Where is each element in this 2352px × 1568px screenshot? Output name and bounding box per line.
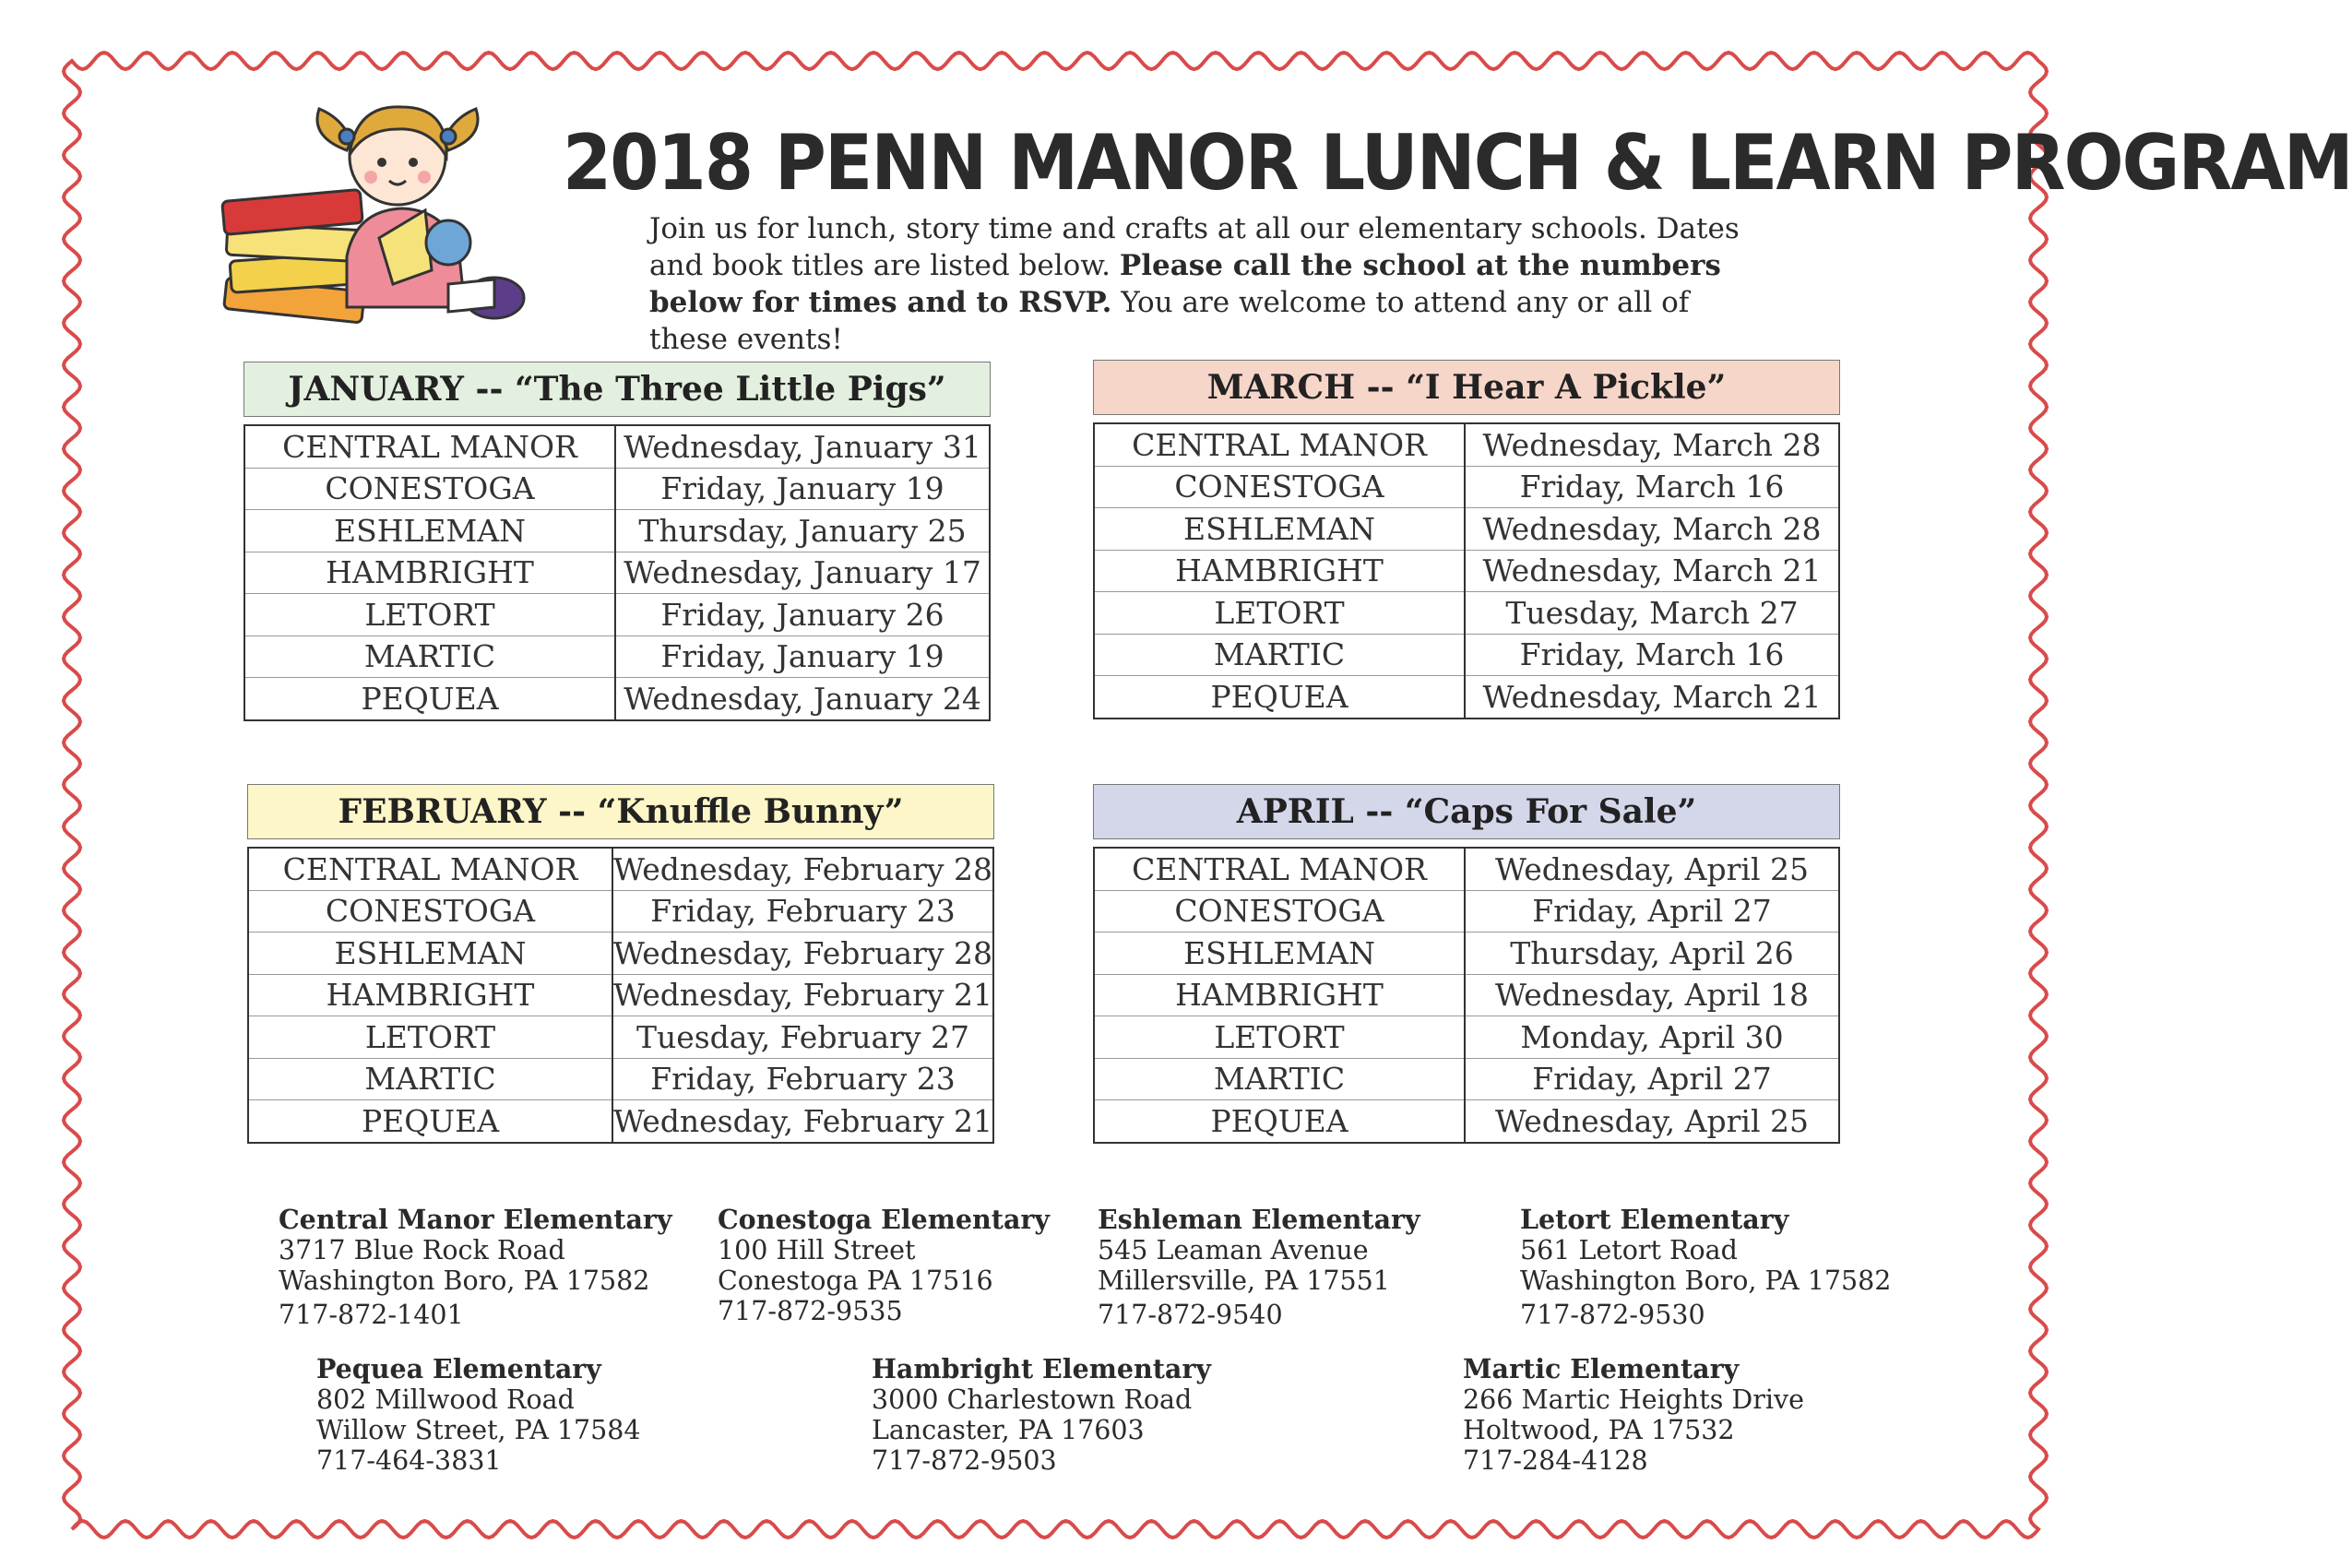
date-cell: Wednesday, April 25 xyxy=(1495,850,1809,887)
january-schedule xyxy=(244,362,991,721)
date-cell: Wednesday, January 24 xyxy=(615,678,990,720)
school-cell: ESHLEMAN xyxy=(248,932,612,975)
school-cell: MARTIC xyxy=(1094,634,1465,676)
school-street: 100 Hill Street xyxy=(718,1235,916,1265)
table-row xyxy=(1094,974,1839,1016)
school-address-pequea xyxy=(316,1354,641,1476)
april-schedule xyxy=(1093,784,1840,1144)
april-table xyxy=(1093,847,1840,1144)
school-city: Conestoga PA 17516 xyxy=(718,1265,993,1296)
school-cell: LETORT xyxy=(1094,1016,1465,1059)
school-cell: MARTIC xyxy=(244,636,615,678)
table-row xyxy=(1094,423,1839,466)
school-street: 802 Millwood Road xyxy=(316,1384,575,1415)
date-cell: Monday, April 30 xyxy=(1465,1016,1839,1059)
date-cell: Thursday, April 26 xyxy=(1465,932,1839,975)
school-street: 545 Leaman Avenue xyxy=(1098,1235,1369,1265)
school-cell: CONESTOGA xyxy=(1094,890,1465,932)
school-cell: ESHLEMAN xyxy=(244,510,615,552)
intro-text: Join us for lunch, story time and crafts at all our elementary schools. Dates and book titles are listed below. xyxy=(649,212,1740,282)
intro-bold-text: Please call the school at the numbers below for times and to RSVP. xyxy=(649,249,1721,319)
date-cell: Wednesday, April 25 xyxy=(1465,1100,1839,1143)
school-phone: 717-872-1401 xyxy=(279,1300,464,1330)
table-row xyxy=(248,974,993,1016)
school-city: Millersville, PA 17551 xyxy=(1098,1265,1390,1296)
table-row xyxy=(1094,932,1839,975)
school-cell: LETORT xyxy=(1094,592,1465,635)
table-row xyxy=(248,848,993,890)
date-cell: Friday, March 16 xyxy=(1465,634,1839,676)
school-street: 3000 Charlestown Road xyxy=(872,1384,1193,1415)
march-heading: MARCH -- “I Hear A Pickle” xyxy=(1093,360,1840,415)
table-row xyxy=(1094,1016,1839,1059)
school-street: 561 Letort Road xyxy=(1520,1235,1738,1265)
school-address-hambright xyxy=(872,1354,1211,1476)
school-cell: LETORT xyxy=(244,594,615,636)
school-cell: LETORT xyxy=(248,1016,612,1059)
school-cell: CENTRAL MANOR xyxy=(1094,423,1465,466)
date-cell: Wednesday, January 31 xyxy=(624,428,981,465)
date-cell: Wednesday, March 21 xyxy=(1465,676,1839,719)
date-cell: Friday, January 19 xyxy=(615,468,990,510)
intro-paragraph xyxy=(649,210,1756,358)
school-cell: ESHLEMAN xyxy=(1094,508,1465,551)
school-cell: CONESTOGA xyxy=(1094,466,1465,508)
date-cell: Wednesday, January 17 xyxy=(615,552,990,594)
school-cell: MARTIC xyxy=(248,1058,612,1100)
table-row xyxy=(248,1016,993,1059)
school-name: Letort Elementary xyxy=(1520,1204,1789,1235)
table-row xyxy=(1094,592,1839,635)
table-row xyxy=(248,890,993,932)
table-row xyxy=(244,468,990,510)
school-city: Willow Street, PA 17584 xyxy=(316,1415,641,1445)
school-address-letort xyxy=(1520,1205,1891,1330)
school-cell: HAMBRIGHT xyxy=(1094,974,1465,1016)
table-row xyxy=(1094,508,1839,551)
date-cell: Friday, April 27 xyxy=(1465,890,1839,932)
school-cell: PEQUEA xyxy=(244,678,615,720)
date-cell: Friday, April 27 xyxy=(1465,1058,1839,1100)
table-row xyxy=(1094,1100,1839,1143)
table-row xyxy=(244,510,990,552)
date-cell: Wednesday, March 28 xyxy=(1482,426,1822,463)
school-cell: PEQUEA xyxy=(248,1100,612,1143)
table-row xyxy=(244,678,990,720)
school-phone: 717-872-9503 xyxy=(872,1445,1057,1476)
school-address-central-manor xyxy=(279,1205,672,1330)
table-row xyxy=(244,552,990,594)
school-cell: PEQUEA xyxy=(1094,676,1465,719)
february-schedule xyxy=(247,784,994,1144)
table-row xyxy=(248,1100,993,1143)
table-row xyxy=(244,636,990,678)
date-cell: Wednesday, March 28 xyxy=(1465,508,1839,551)
school-city: Holtwood, PA 17532 xyxy=(1463,1415,1735,1445)
table-row xyxy=(1094,890,1839,932)
page-title: 2018 PENN MANOR LUNCH & LEARN PROGRAM xyxy=(563,118,2352,208)
school-cell: CONESTOGA xyxy=(248,890,612,932)
table-row xyxy=(248,1058,993,1100)
school-cell: CENTRAL MANOR xyxy=(1094,848,1465,890)
date-cell: Wednesday, April 18 xyxy=(1465,974,1839,1016)
date-cell: Friday, March 16 xyxy=(1465,466,1839,508)
school-phone: 717-284-4128 xyxy=(1463,1445,1648,1476)
date-cell: Friday, January 26 xyxy=(615,594,990,636)
table-row xyxy=(244,594,990,636)
january-heading: JANUARY -- “The Three Little Pigs” xyxy=(244,362,991,417)
school-cell: HAMBRIGHT xyxy=(1094,550,1465,592)
school-address-eshleman xyxy=(1098,1205,1420,1330)
school-cell: CONESTOGA xyxy=(244,468,615,510)
school-name: Martic Elementary xyxy=(1463,1353,1740,1384)
school-phone: 717-872-9535 xyxy=(718,1296,903,1326)
school-street: 3717 Blue Rock Road xyxy=(279,1235,565,1265)
date-cell: Wednesday, February 21 xyxy=(612,974,993,1016)
school-cell: MARTIC xyxy=(1094,1058,1465,1100)
school-cell: HAMBRIGHT xyxy=(244,552,615,594)
date-cell: Wednesday, February 28 xyxy=(613,850,992,887)
school-phone: 717-464-3831 xyxy=(316,1445,502,1476)
april-heading: APRIL -- “Caps For Sale” xyxy=(1093,784,1840,839)
date-cell: Wednesday, February 21 xyxy=(612,1100,993,1143)
february-table xyxy=(247,847,994,1144)
school-name: Pequea Elementary xyxy=(316,1353,601,1384)
date-cell: Friday, February 23 xyxy=(612,1058,993,1100)
table-row xyxy=(1094,634,1839,676)
school-name: Hambright Elementary xyxy=(872,1353,1211,1384)
school-phone: 717-872-9530 xyxy=(1520,1300,1705,1330)
school-address-conestoga xyxy=(718,1205,1050,1326)
school-phone: 717-872-9540 xyxy=(1098,1300,1283,1330)
table-row xyxy=(1094,676,1839,719)
date-cell: Friday, February 23 xyxy=(612,890,993,932)
school-city: Lancaster, PA 17603 xyxy=(872,1415,1145,1445)
school-cell: HAMBRIGHT xyxy=(248,974,612,1016)
school-name: Conestoga Elementary xyxy=(718,1204,1050,1235)
school-cell: ESHLEMAN xyxy=(1094,932,1465,975)
school-street: 266 Martic Heights Drive xyxy=(1463,1384,1804,1415)
school-cell: CENTRAL MANOR xyxy=(248,848,612,890)
january-table xyxy=(244,424,991,721)
intro-text-end: You are welcome to attend any or all of these events! xyxy=(649,286,1690,356)
school-city: Washington Boro, PA 17582 xyxy=(279,1265,650,1296)
table-row xyxy=(1094,1058,1839,1100)
girl-reading-books-illustration xyxy=(218,100,550,339)
date-cell: Friday, January 19 xyxy=(615,636,990,678)
school-cell: CENTRAL MANOR xyxy=(244,425,615,468)
march-table xyxy=(1093,422,1840,719)
february-heading: FEBRUARY -- “Knuffle Bunny” xyxy=(247,784,994,839)
school-city: Washington Boro, PA 17582 xyxy=(1520,1265,1892,1296)
school-address-martic xyxy=(1463,1354,1804,1476)
date-cell: Tuesday, March 27 xyxy=(1465,592,1839,635)
table-row xyxy=(1094,550,1839,592)
date-cell: Wednesday, March 21 xyxy=(1465,550,1839,592)
table-row xyxy=(248,932,993,975)
school-name: Central Manor Elementary xyxy=(279,1204,672,1235)
table-row xyxy=(1094,848,1839,890)
date-cell: Tuesday, February 27 xyxy=(612,1016,993,1059)
table-row xyxy=(244,425,990,468)
date-cell: Thursday, January 25 xyxy=(615,510,990,552)
school-name: Eshleman Elementary xyxy=(1098,1204,1420,1235)
school-cell: PEQUEA xyxy=(1094,1100,1465,1143)
table-row xyxy=(1094,466,1839,508)
date-cell: Wednesday, February 28 xyxy=(612,932,993,975)
march-schedule xyxy=(1093,360,1840,719)
